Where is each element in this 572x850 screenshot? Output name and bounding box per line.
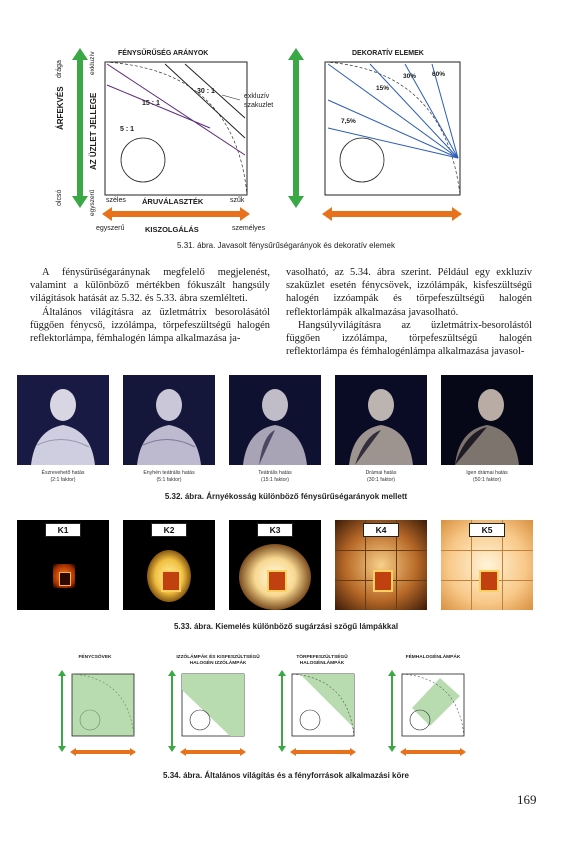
text-column-left <box>30 266 270 345</box>
k3-photo <box>229 520 321 610</box>
k2-photo <box>123 520 215 610</box>
left-chart-title: FÉNYSŰRŰSÉG ARÁNYOK <box>118 50 209 57</box>
ratio-15: 15 : 1 <box>142 100 160 107</box>
bust-photo-1 <box>17 375 109 465</box>
bust-caption-line: (30:1 faktor) <box>367 476 395 483</box>
k5-label: K5 <box>469 523 505 537</box>
k4-photo <box>335 520 427 610</box>
bust-caption-3 <box>225 470 325 483</box>
ratio-30: 30 : 1 <box>197 88 215 95</box>
bust-photo-3 <box>229 375 321 465</box>
bust-caption-line: Igen drámai hatás <box>466 470 508 476</box>
y2-bottom-label: egyszerű <box>89 189 96 216</box>
figure-5-32-caption: 5.32. ábra. Árnyékosság különböző fénysűrűségarányok mellett <box>164 492 408 501</box>
bust-caption-2 <box>119 470 219 483</box>
x2-right-label: személyes <box>232 225 266 232</box>
y-axis-title: ÁRFEKVÉS <box>56 86 65 130</box>
bust-caption-line: (15:1 faktor) <box>261 476 289 483</box>
x-left-label: széles <box>106 197 126 204</box>
y2-top-label: exkluzív <box>89 51 96 75</box>
k4-label: K4 <box>363 523 399 537</box>
k3-label: K3 <box>257 523 293 537</box>
bust-caption-line: (50:1 faktor) <box>473 476 501 483</box>
bust-caption-4 <box>331 470 431 483</box>
k5-photo <box>441 520 533 610</box>
k1-label: K1 <box>45 523 81 537</box>
header-femhalogen: FÉMHALOGÉNLÁMPÁK <box>405 655 461 660</box>
green-vertical-arrow-right <box>288 48 304 208</box>
x-axis-title: ÁRUVÁLASZTÉK <box>142 197 204 206</box>
bust-caption-5 <box>437 470 537 483</box>
pct-15: 15% <box>376 85 390 92</box>
bust-caption-line: Észrevehető hatás <box>41 470 85 476</box>
green-vertical-arrow <box>72 48 88 208</box>
figure-5-34-diagrams <box>0 668 572 768</box>
bust-photo-4 <box>335 375 427 465</box>
paragraph: Hangsúlyvilágításra az üzletmátrix-besorolástól függően izzólámpa, törpefeszültségű halogén reflektorlámpa és fémhalogénlámpa alkalmazása javasol- <box>286 319 532 358</box>
pct-60: 60% <box>432 71 446 78</box>
paragraph: vasolható, az 5.34. ábra szerint. Például egy exkluzív szaküzlet esetén fénycsövek, izzólámpák, kisfeszültségű halogén izzóampák és törpefeszültségű halogén reflektorlámpák alkalmazása javasolható. <box>286 267 532 318</box>
pct-30: 30% <box>403 73 417 80</box>
bust-caption-line: Teátrális hatás <box>258 470 292 476</box>
annotation-exclusive: exkluzív szakuzlet <box>244 93 274 109</box>
y-top-label: drága <box>56 60 63 78</box>
x2-axis-title: KISZOLGÁLÁS <box>145 225 199 234</box>
bust-caption-line: (2:1 faktor) <box>50 476 76 483</box>
bust-caption-1 <box>13 470 113 483</box>
paragraph: A fénysűrűségaránynak megfelelő megjelenést, valamint a különböző mértékben fókuszált hangsúly világítások hatását az 5.32. és 5.33. ábra szemlélteti. <box>30 267 270 305</box>
figure-5-31-caption: 5.31. ábra. Javasolt fénysűrűségarányok és dekoratív elemek <box>177 241 395 250</box>
text-column-right <box>286 266 532 358</box>
figure-5-31 <box>0 0 572 250</box>
right-chart-title: DEKORATÍV ELEMEK <box>352 50 424 57</box>
x2-left-label: egyszerű <box>96 225 125 232</box>
pct-75: 7,5% <box>341 118 356 125</box>
bust-photo-5 <box>441 375 533 465</box>
k2-label: K2 <box>151 523 187 537</box>
orange-horizontal-arrow <box>102 207 250 221</box>
figure-5-33-caption: 5.33. ábra. Kiemelés különböző sugárzási szögű lámpákkal <box>173 622 399 631</box>
bust-caption-line: Enyhén teátrális hatás <box>143 470 195 476</box>
paragraph: Általános világításra az üzletmátrix besorolásától függően fénycső, izzólámpa, törpefeszültségű halogén reflektorlámpa, fémhalogén lámpa alkalmazása ja- <box>30 306 270 345</box>
ratio-5: 5 : 1 <box>120 126 135 133</box>
y-bottom-label: olcsó <box>56 189 63 206</box>
x-right-label: szűk <box>230 197 245 204</box>
page-number: 169 <box>517 792 537 807</box>
header-izzolampak: IZZÓLÁMPÁK ÉS KISFESZÜLTSÉGŰ HALOGÉN IZZÓLÁMPÁK <box>176 655 260 666</box>
header-fenycsovek: FÉNYCSÖVEK <box>78 655 112 660</box>
figure-5-34-caption: 5.34. ábra. Általános világítás és a fényforrások alkalmazási köre <box>163 771 409 780</box>
bust-photo-2 <box>123 375 215 465</box>
k1-photo <box>17 520 109 610</box>
bust-caption-line: (5:1 faktor) <box>156 476 182 483</box>
orange-horizontal-arrow-right <box>322 207 462 221</box>
y2-axis-title: AZ ÜZLET JELLEGE <box>89 92 98 170</box>
header-torpefesz: TÖRPEFESZÜLTSÉGŰ HALOGÉNLÁMPÁK <box>296 655 348 666</box>
bust-caption-line: Drámai hatás <box>365 470 397 476</box>
